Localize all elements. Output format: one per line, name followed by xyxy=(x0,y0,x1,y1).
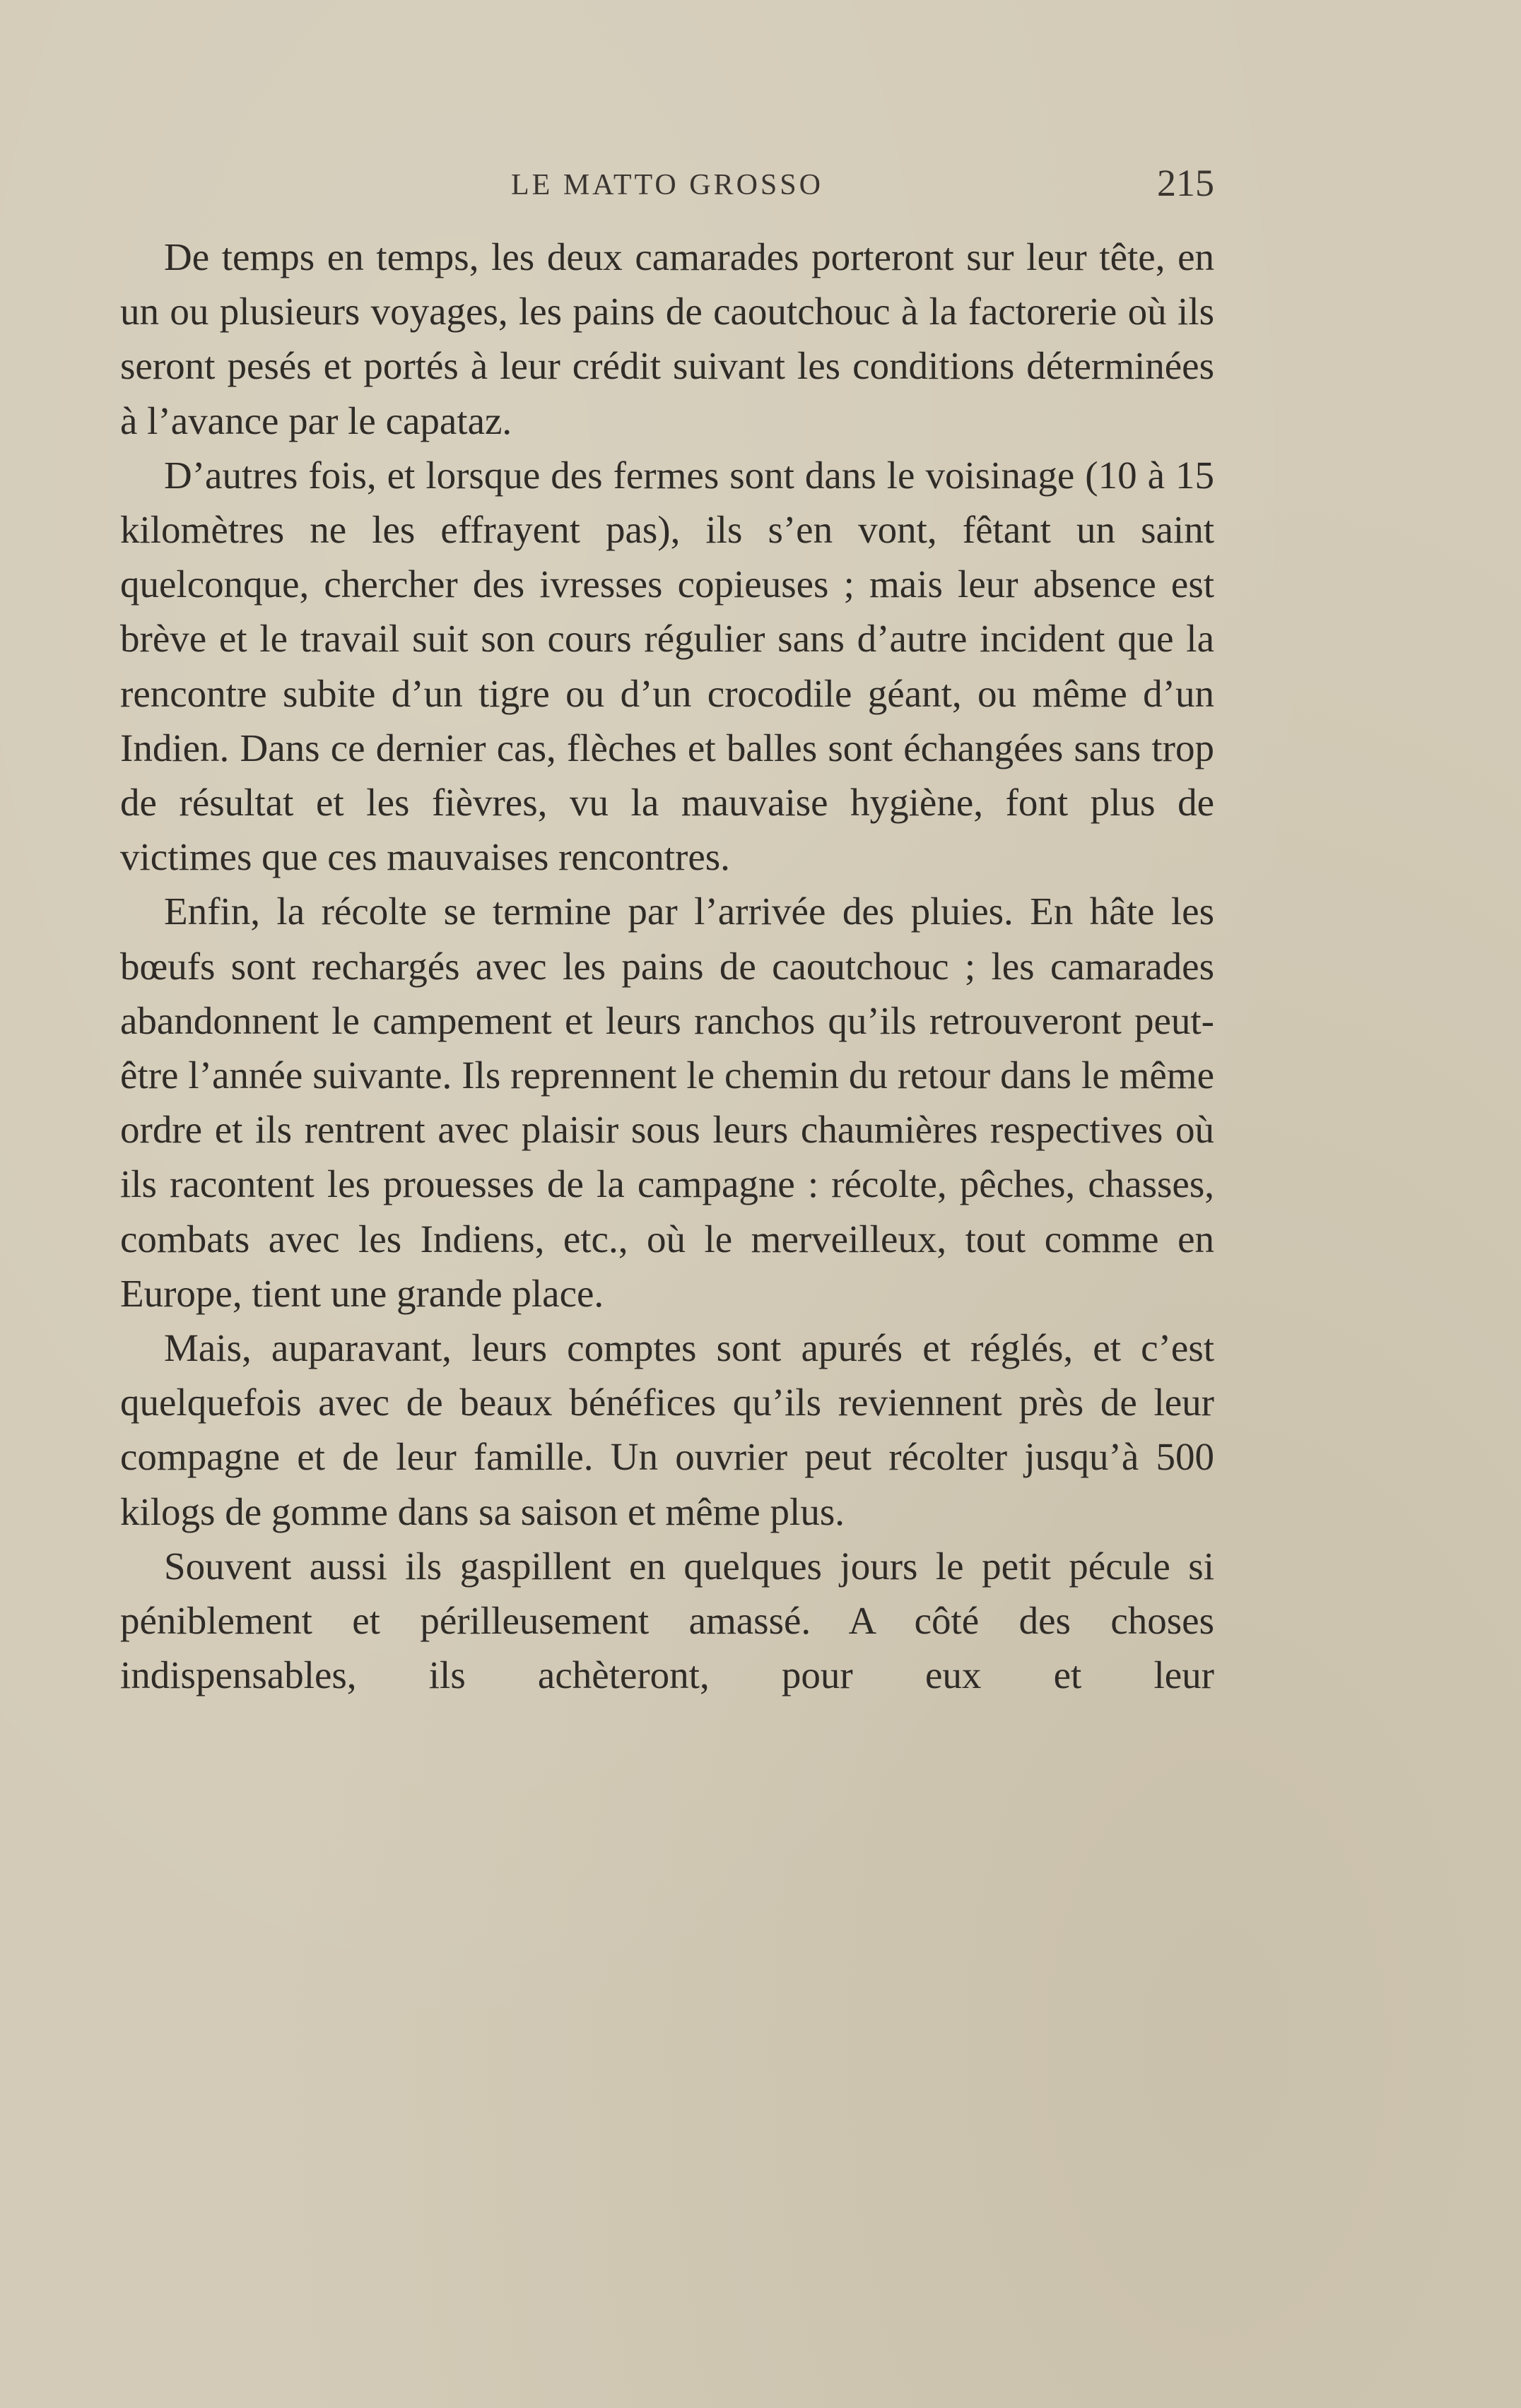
running-title: LE MATTO GROSSO xyxy=(511,169,823,201)
paragraph: D’autres fois, et lorsque des fermes sont dans le voisinage (10 à 15 kilomètres ne les effrayent pas), ils s’en vont, fêtant un saint quelconque, chercher des ivresses copieuses ; mais leur absence est brève et le travail suit son cours régulier sans d’autre incident que la rencontre subite d’un tigre ou d’un crocodile géant, ou même d’un Indien. Dans ce dernier cas, flèches et balles sont échangées sans trop de résultat et les fièvres, vu la mauvaise hygiène, font plus de victimes que ces mauvaises rencontres. xyxy=(120,453,1214,879)
running-head xyxy=(120,161,1214,218)
paragraph: Mais, auparavant, leurs comptes sont apurés et réglés, et c’est quelquefois avec de beaux bénéfices qu’ils reviennent près de leur compagne et de leur famille. Un ouvrier peut récolter jusqu’à 500 kilogs de gomme dans sa saison et même plus. xyxy=(120,1326,1214,1533)
body-text xyxy=(120,230,1214,1702)
paragraph: Souvent aussi ils gaspillent en quelques jours le petit pécule si péniblement et périlleusement amassé. A côté des choses indispensables, ils achèteront, pour eux et leur xyxy=(120,1544,1214,1697)
page-number: 215 xyxy=(1157,162,1214,204)
paragraph: Enfin, la récolte se termine par l’arrivée des pluies. En hâte les bœufs sont rechargés avec les pains de caoutchouc ; les camarades abandonnent le campement et leurs ranchos qu’ils retrouveront peut-être l’année suivante. Ils reprennent le chemin du retour dans le même ordre et ils rentrent avec plaisir sous leurs chaumières respectives où ils racontent les prouesses de la campagne : récolte, pêches, chasses, combats avec les Indiens, etc., où le merveilleux, tout comme en Europe, tient une grande place. xyxy=(120,890,1214,1315)
paragraph: De temps en temps, les deux camarades porteront sur leur tête, en un ou plusieurs voyages, les pains de caoutchouc à la factorerie où ils seront pesés et portés à leur crédit suivant les conditions déterminées à l’avance par le capataz. xyxy=(120,235,1214,442)
